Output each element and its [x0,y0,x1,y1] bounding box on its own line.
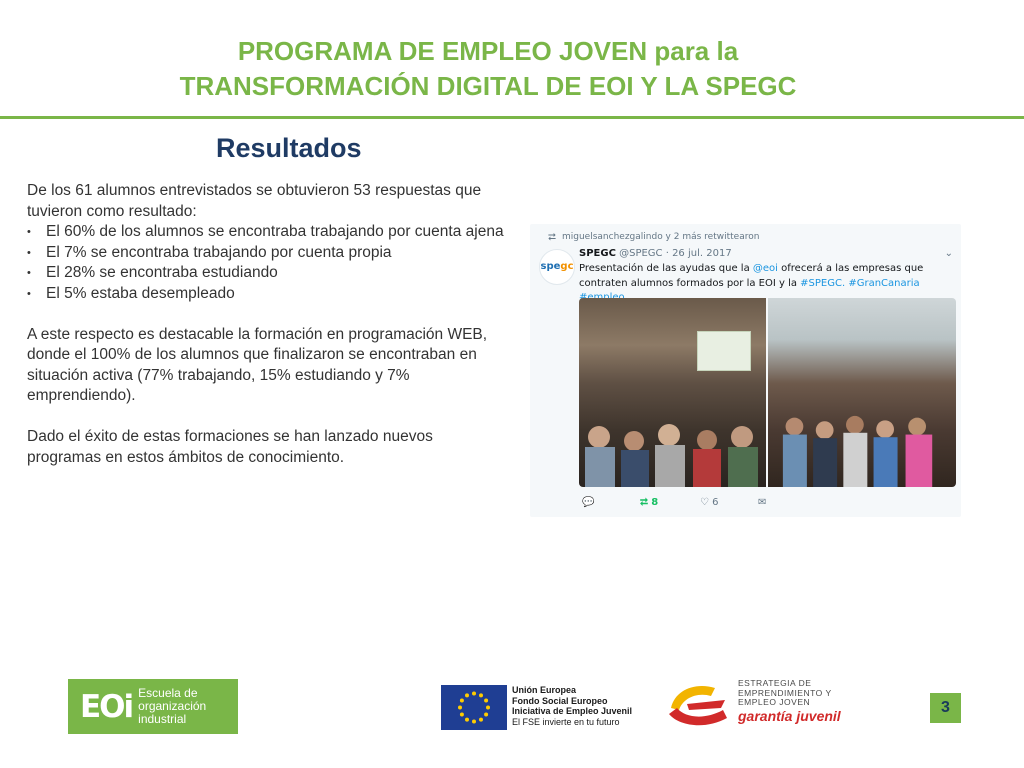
reply-icon[interactable]: 💬 [582,497,595,508]
tweet-handle-date: @SPEGC · 26 jul. 2017 [619,248,732,259]
page-number: 3 [930,693,961,723]
list-item: • El 60% de los alumnos se encontraba trabajando por cuenta ajena [27,222,507,243]
like-count: 6 [712,497,719,508]
audience-silhouettes [579,407,766,487]
title-divider [0,116,1024,119]
heart-icon: ♡ [700,497,709,508]
mention-link[interactable]: @eoi [752,263,778,274]
retweet-button[interactable] [640,497,658,508]
retweet-icon: ⮂ [548,232,556,243]
web-training-paragraph: A este respecto es destacable la formación en programación WEB, donde el 100% de los alumnos que finalizaron se encontraban en situación activa (77% trabajando, 15% estudiando y 7% emprendiendo). [27,325,488,404]
slide-title [0,34,976,104]
section-heading: Resultados [216,133,362,163]
eoi-logo [68,679,238,734]
tweet-header [579,248,732,259]
tweet-text: Presentación de las ayudas que la @eoi ofrecerá a las empresas que contraten alumnos formados por la EOI y la #SPEGC. #GranCanaria [579,262,949,306]
retweet-count: 8 [651,497,659,508]
hashtag-links[interactable]: #SPEGC. #GranCanaria [800,277,920,289]
eu-funding-text: Unión Europea Fondo Social Europeo Iniciativa de Empleo Juvenil El FSE invierte en tu futuro [512,685,633,727]
projection-screen [697,331,751,371]
eoi-mark: EOi [80,688,133,725]
retweet-context-text: miguelsanchezgalindo y 2 más retwittearon [562,232,760,242]
eoi-name: Escuela de organización industrial [138,686,207,726]
title-line-2: TRANSFORMACIÓN DIGITAL DE EOI Y LA SPEGC [179,71,797,101]
list-item: • El 5% estaba desempleado [27,284,507,305]
avatar[interactable]: spegc [539,249,575,285]
event-photo-room[interactable] [579,298,766,487]
list-item: • El 28% se encontraba estudiando [27,263,507,284]
eu-stars-icon [441,685,507,730]
intro-paragraph: De los 61 alumnos entrevistados se obtuvieron 53 respuestas que tuvieron como resultado: [27,182,482,220]
results-text [27,181,507,468]
results-list [27,222,507,304]
mail-icon[interactable]: ✉ [758,497,767,508]
chevron-down-icon[interactable]: ⌄ [944,248,953,259]
garantia-juvenil-text: ESTRATEGIA DE EMPRENDIMIENTO Y EMPLEO JOVEN garantía juvenil [738,678,841,724]
new-programs-paragraph: Dado el éxito de estas formaciones se han lanzado nuevos programas en estos ámbitos de conocimiento. [27,428,433,466]
list-item: • El 7% se encontraba trabajando por cuenta propia [27,243,507,264]
tweet-author[interactable]: SPEGC [579,248,616,259]
tweet-photos[interactable] [579,298,956,487]
eu-flag [441,685,507,730]
event-photo-audience[interactable] [768,298,956,487]
retweet-context [548,232,760,243]
embedded-tweet [530,224,961,517]
retweet-icon: ⮂ [640,497,648,508]
audience-silhouettes [768,407,956,487]
title-line-1: PROGRAMA DE EMPLEO JOVEN para la [237,36,739,66]
like-button[interactable] [700,497,719,508]
garantia-juvenil-logo-icon [665,678,733,730]
